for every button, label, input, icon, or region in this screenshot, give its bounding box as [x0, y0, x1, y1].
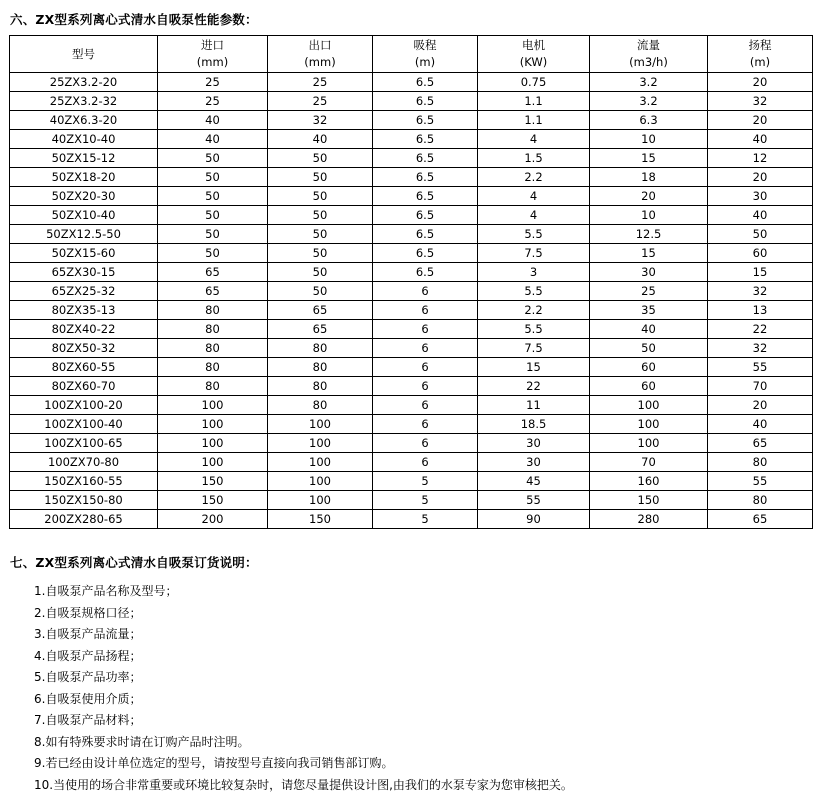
cell-model: 80ZX35-13	[10, 301, 158, 320]
cell-model: 150ZX150-80	[10, 491, 158, 510]
cell-outlet: 100	[268, 453, 373, 472]
cell-flow: 60	[590, 377, 708, 396]
order-section	[8, 553, 811, 796]
table-row	[10, 111, 813, 130]
column-header-motor-line2: (KW)	[478, 54, 589, 71]
column-header-flow	[590, 36, 708, 73]
cell-outlet: 50	[268, 149, 373, 168]
cell-head: 70	[708, 377, 813, 396]
cell-suction: 6.5	[373, 111, 478, 130]
cell-outlet: 50	[268, 187, 373, 206]
cell-suction: 6.5	[373, 149, 478, 168]
cell-outlet: 80	[268, 358, 373, 377]
cell-inlet: 80	[158, 320, 268, 339]
cell-outlet: 80	[268, 396, 373, 415]
cell-motor: 45	[478, 472, 590, 491]
table-row	[10, 453, 813, 472]
cell-inlet: 100	[158, 415, 268, 434]
cell-head: 40	[708, 130, 813, 149]
table-row	[10, 130, 813, 149]
cell-head: 50	[708, 225, 813, 244]
table-row	[10, 491, 813, 510]
order-instruction-item: 2.自吸泵规格口径；	[8, 603, 811, 625]
column-header-inlet-line2: (mm)	[158, 54, 267, 71]
cell-inlet: 80	[158, 301, 268, 320]
cell-flow: 60	[590, 358, 708, 377]
cell-motor: 90	[478, 510, 590, 529]
table-row	[10, 149, 813, 168]
cell-model: 80ZX60-70	[10, 377, 158, 396]
cell-outlet: 65	[268, 320, 373, 339]
table-row	[10, 472, 813, 491]
cell-inlet: 150	[158, 491, 268, 510]
cell-suction: 6.5	[373, 244, 478, 263]
cell-suction: 6.5	[373, 187, 478, 206]
cell-suction: 6	[373, 320, 478, 339]
table-row	[10, 377, 813, 396]
cell-suction: 6	[373, 377, 478, 396]
cell-inlet: 80	[158, 377, 268, 396]
cell-flow: 15	[590, 149, 708, 168]
table-row	[10, 396, 813, 415]
cell-inlet: 150	[158, 472, 268, 491]
cell-model: 50ZX12.5-50	[10, 225, 158, 244]
cell-model: 65ZX25-32	[10, 282, 158, 301]
order-instruction-item: 10.当使用的场合非常重要或环境比较复杂时，请您尽量提供设计图,由我们的水泵专家为您审核把关。	[8, 775, 811, 796]
cell-model: 50ZX18-20	[10, 168, 158, 187]
cell-flow: 160	[590, 472, 708, 491]
pump-spec-table	[9, 35, 813, 529]
cell-inlet: 50	[158, 244, 268, 263]
cell-suction: 6	[373, 396, 478, 415]
table-row	[10, 73, 813, 92]
table-row	[10, 187, 813, 206]
cell-model: 40ZX10-40	[10, 130, 158, 149]
order-instruction-item: 6.自吸泵使用介质；	[8, 689, 811, 711]
cell-flow: 18	[590, 168, 708, 187]
cell-motor: 55	[478, 491, 590, 510]
cell-flow: 150	[590, 491, 708, 510]
cell-inlet: 100	[158, 434, 268, 453]
cell-suction: 6.5	[373, 225, 478, 244]
cell-suction: 6	[373, 453, 478, 472]
cell-head: 40	[708, 415, 813, 434]
cell-motor: 7.5	[478, 244, 590, 263]
cell-suction: 6	[373, 434, 478, 453]
order-instruction-item: 7.自吸泵产品材料；	[8, 710, 811, 732]
cell-suction: 6.5	[373, 263, 478, 282]
column-header-head-line2: (m)	[708, 54, 812, 71]
order-section-heading: 七、ZX型系列离心式清水自吸泵订货说明：	[10, 553, 811, 571]
cell-outlet: 25	[268, 92, 373, 111]
cell-motor: 15	[478, 358, 590, 377]
column-header-motor-line1: 电机	[478, 37, 589, 54]
table-row	[10, 244, 813, 263]
cell-flow: 40	[590, 320, 708, 339]
order-instruction-item: 9.若已经由设计单位选定的型号，请按型号直接向我司销售部订购。	[8, 753, 811, 775]
cell-inlet: 50	[158, 206, 268, 225]
cell-model: 80ZX60-55	[10, 358, 158, 377]
cell-head: 20	[708, 111, 813, 130]
cell-flow: 10	[590, 130, 708, 149]
cell-model: 100ZX100-20	[10, 396, 158, 415]
cell-flow: 3.2	[590, 73, 708, 92]
cell-flow: 3.2	[590, 92, 708, 111]
cell-head: 55	[708, 472, 813, 491]
table-header-row	[10, 36, 813, 73]
cell-flow: 35	[590, 301, 708, 320]
cell-motor: 22	[478, 377, 590, 396]
cell-flow: 100	[590, 415, 708, 434]
cell-inlet: 25	[158, 92, 268, 111]
cell-model: 25ZX3.2-20	[10, 73, 158, 92]
cell-motor: 2.2	[478, 168, 590, 187]
cell-flow: 70	[590, 453, 708, 472]
column-header-flow-line1: 流量	[590, 37, 707, 54]
column-header-suction-line2: (m)	[373, 54, 477, 71]
cell-head: 80	[708, 491, 813, 510]
cell-head: 30	[708, 187, 813, 206]
cell-outlet: 100	[268, 415, 373, 434]
cell-motor: 18.5	[478, 415, 590, 434]
order-instruction-item: 5.自吸泵产品功率；	[8, 667, 811, 689]
table-row	[10, 434, 813, 453]
cell-head: 15	[708, 263, 813, 282]
order-instruction-item: 8.如有特殊要求时请在订购产品时注明。	[8, 732, 811, 754]
table-row	[10, 92, 813, 111]
cell-inlet: 100	[158, 453, 268, 472]
cell-head: 12	[708, 149, 813, 168]
cell-inlet: 50	[158, 187, 268, 206]
column-header-model	[10, 36, 158, 73]
cell-head: 22	[708, 320, 813, 339]
column-header-suction-line1: 吸程	[373, 37, 477, 54]
column-header-flow-line2: (m3/h)	[590, 54, 707, 71]
cell-outlet: 32	[268, 111, 373, 130]
cell-flow: 15	[590, 244, 708, 263]
table-row	[10, 206, 813, 225]
table-row	[10, 339, 813, 358]
cell-model: 25ZX3.2-32	[10, 92, 158, 111]
cell-outlet: 50	[268, 206, 373, 225]
cell-suction: 6.5	[373, 168, 478, 187]
cell-flow: 25	[590, 282, 708, 301]
cell-head: 65	[708, 434, 813, 453]
cell-motor: 5.5	[478, 225, 590, 244]
cell-motor: 5.5	[478, 282, 590, 301]
cell-outlet: 80	[268, 377, 373, 396]
cell-motor: 1.1	[478, 92, 590, 111]
table-row	[10, 320, 813, 339]
cell-model: 80ZX50-32	[10, 339, 158, 358]
cell-inlet: 40	[158, 111, 268, 130]
table-row	[10, 358, 813, 377]
cell-outlet: 50	[268, 282, 373, 301]
cell-flow: 50	[590, 339, 708, 358]
cell-flow: 20	[590, 187, 708, 206]
cell-inlet: 80	[158, 358, 268, 377]
cell-flow: 10	[590, 206, 708, 225]
cell-head: 65	[708, 510, 813, 529]
column-header-model-line1: 型号	[10, 46, 157, 63]
cell-head: 32	[708, 339, 813, 358]
cell-motor: 11	[478, 396, 590, 415]
table-row	[10, 263, 813, 282]
table-row	[10, 415, 813, 434]
cell-outlet: 50	[268, 263, 373, 282]
column-header-head-line1: 扬程	[708, 37, 812, 54]
cell-suction: 6.5	[373, 73, 478, 92]
column-header-outlet-line2: (mm)	[268, 54, 372, 71]
table-header	[10, 36, 813, 73]
cell-motor: 5.5	[478, 320, 590, 339]
cell-outlet: 100	[268, 434, 373, 453]
cell-outlet: 50	[268, 244, 373, 263]
cell-motor: 4	[478, 187, 590, 206]
cell-suction: 5	[373, 510, 478, 529]
cell-outlet: 100	[268, 491, 373, 510]
cell-motor: 1.1	[478, 111, 590, 130]
cell-motor: 30	[478, 453, 590, 472]
cell-model: 65ZX30-15	[10, 263, 158, 282]
cell-inlet: 25	[158, 73, 268, 92]
column-header-outlet	[268, 36, 373, 73]
cell-model: 80ZX40-22	[10, 320, 158, 339]
cell-suction: 6.5	[373, 130, 478, 149]
table-row	[10, 282, 813, 301]
cell-flow: 12.5	[590, 225, 708, 244]
cell-model: 50ZX15-60	[10, 244, 158, 263]
cell-model: 50ZX10-40	[10, 206, 158, 225]
cell-outlet: 150	[268, 510, 373, 529]
cell-suction: 6	[373, 339, 478, 358]
cell-inlet: 200	[158, 510, 268, 529]
cell-suction: 5	[373, 472, 478, 491]
cell-outlet: 80	[268, 339, 373, 358]
cell-model: 200ZX280-65	[10, 510, 158, 529]
cell-model: 50ZX20-30	[10, 187, 158, 206]
cell-head: 20	[708, 396, 813, 415]
cell-head: 80	[708, 453, 813, 472]
cell-model: 50ZX15-12	[10, 149, 158, 168]
cell-inlet: 65	[158, 282, 268, 301]
column-header-head	[708, 36, 813, 73]
cell-motor: 2.2	[478, 301, 590, 320]
spec-section-heading: 六、ZX型系列离心式清水自吸泵性能参数：	[10, 10, 811, 28]
cell-head: 20	[708, 168, 813, 187]
cell-model: 100ZX70-80	[10, 453, 158, 472]
cell-model: 150ZX160-55	[10, 472, 158, 491]
cell-flow: 280	[590, 510, 708, 529]
cell-outlet: 50	[268, 168, 373, 187]
cell-head: 40	[708, 206, 813, 225]
cell-suction: 6	[373, 415, 478, 434]
cell-motor: 4	[478, 206, 590, 225]
cell-motor: 4	[478, 130, 590, 149]
cell-inlet: 50	[158, 168, 268, 187]
cell-outlet: 25	[268, 73, 373, 92]
cell-inlet: 100	[158, 396, 268, 415]
table-body	[10, 73, 813, 529]
column-header-inlet-line1: 进口	[158, 37, 267, 54]
cell-outlet: 50	[268, 225, 373, 244]
cell-model: 100ZX100-65	[10, 434, 158, 453]
table-row	[10, 168, 813, 187]
cell-model: 40ZX6.3-20	[10, 111, 158, 130]
cell-suction: 6	[373, 301, 478, 320]
cell-inlet: 50	[158, 149, 268, 168]
cell-flow: 6.3	[590, 111, 708, 130]
cell-suction: 6.5	[373, 206, 478, 225]
cell-head: 60	[708, 244, 813, 263]
cell-inlet: 65	[158, 263, 268, 282]
cell-motor: 30	[478, 434, 590, 453]
cell-inlet: 40	[158, 130, 268, 149]
cell-head: 32	[708, 92, 813, 111]
cell-motor: 7.5	[478, 339, 590, 358]
cell-head: 55	[708, 358, 813, 377]
column-header-suction	[373, 36, 478, 73]
order-instruction-list	[8, 581, 811, 796]
cell-suction: 6	[373, 282, 478, 301]
cell-outlet: 40	[268, 130, 373, 149]
cell-suction: 6.5	[373, 92, 478, 111]
cell-flow: 100	[590, 396, 708, 415]
table-row	[10, 225, 813, 244]
order-instruction-item: 1.自吸泵产品名称及型号；	[8, 581, 811, 603]
column-header-inlet	[158, 36, 268, 73]
cell-inlet: 80	[158, 339, 268, 358]
cell-motor: 0.75	[478, 73, 590, 92]
cell-head: 13	[708, 301, 813, 320]
column-header-motor	[478, 36, 590, 73]
cell-outlet: 100	[268, 472, 373, 491]
cell-suction: 5	[373, 491, 478, 510]
cell-head: 20	[708, 73, 813, 92]
cell-outlet: 65	[268, 301, 373, 320]
table-row	[10, 301, 813, 320]
cell-flow: 100	[590, 434, 708, 453]
cell-suction: 6	[373, 358, 478, 377]
order-instruction-item: 3.自吸泵产品流量；	[8, 624, 811, 646]
cell-head: 32	[708, 282, 813, 301]
cell-flow: 30	[590, 263, 708, 282]
table-row	[10, 510, 813, 529]
cell-inlet: 50	[158, 225, 268, 244]
cell-motor: 1.5	[478, 149, 590, 168]
cell-model: 100ZX100-40	[10, 415, 158, 434]
order-instruction-item: 4.自吸泵产品扬程；	[8, 646, 811, 668]
cell-motor: 3	[478, 263, 590, 282]
column-header-outlet-line1: 出口	[268, 37, 372, 54]
